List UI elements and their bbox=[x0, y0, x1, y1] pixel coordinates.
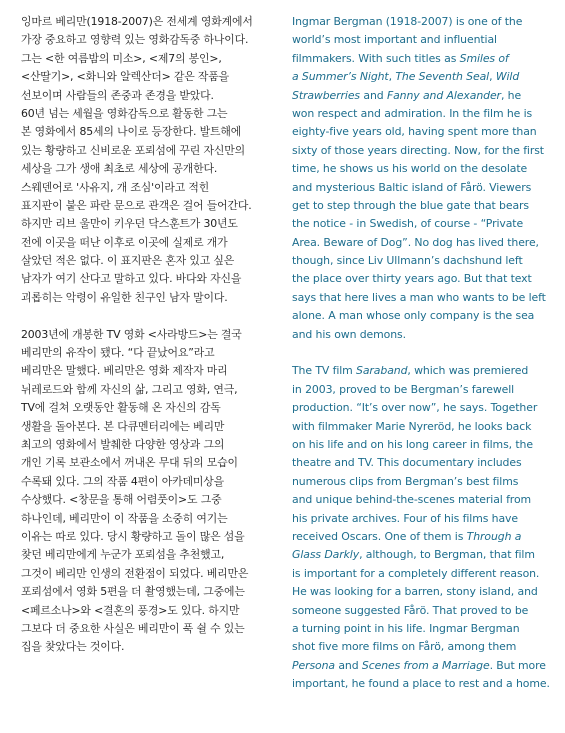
text-line: 스웨덴어로 '사유지, 개 조심'이라고 적힌 bbox=[21, 180, 210, 194]
korean-paragraph-2 bbox=[21, 326, 273, 657]
italic-title: Strawberries bbox=[292, 88, 361, 102]
paragraph-gap bbox=[21, 307, 273, 325]
text-segment: . But more bbox=[489, 658, 546, 672]
text-line: 그는 <한 여름밤의 미소>, <제7의 봉인>, bbox=[21, 51, 222, 65]
text-segment: on his life and on his long career in films, the bbox=[292, 437, 533, 451]
text-line: 찾던 베리만에게 누군가 포뢰섬을 추천했고, bbox=[21, 548, 225, 562]
text-segment: his private archives. Four of his films have bbox=[292, 511, 518, 525]
text-line bbox=[292, 197, 550, 215]
text-segment: time, he shows us his world on the desolate bbox=[292, 162, 528, 176]
text-line: 수록돼 있다. 그의 작품 4편이 아카데미상을 bbox=[21, 474, 224, 488]
italic-title: Fanny and Alexander bbox=[386, 88, 501, 102]
korean-column bbox=[21, 13, 273, 657]
text-line: 그보다 더 중요한 사실은 베리만이 푹 쉴 수 있는 bbox=[21, 621, 245, 635]
text-line bbox=[292, 215, 550, 233]
text-line bbox=[292, 657, 550, 675]
text-segment: world’s most important and influential bbox=[292, 33, 497, 47]
italic-title: Smiles of bbox=[459, 51, 509, 65]
text-segment: Area. Beware of Dog”. No dog has lived there, bbox=[292, 235, 539, 249]
text-line bbox=[292, 289, 550, 307]
english-paragraph-2 bbox=[292, 362, 550, 693]
text-segment: is important for a completely different reason. bbox=[292, 566, 540, 580]
text-segment: , which was premiered bbox=[407, 364, 529, 378]
text-segment: sixty of those years directing. Now, for the first bbox=[292, 143, 544, 157]
text-segment: eighty-five years old, having spent more than bbox=[292, 125, 537, 139]
text-line bbox=[292, 87, 550, 105]
text-line bbox=[292, 675, 550, 693]
text-segment: filmmakers. With such titles as bbox=[292, 51, 460, 65]
text-line: TV에 걸쳐 오랫동안 활동해 온 자신의 감독 bbox=[21, 401, 221, 415]
text-line bbox=[292, 583, 550, 601]
text-segment: the notice - in Swedish, of course - “Private bbox=[292, 217, 524, 231]
text-segment: and mysterious Baltic island of Fårö. Viewers bbox=[292, 180, 532, 194]
text-line: 잉마르 베리만(1918-2007)은 전세계 영화계에서 bbox=[21, 15, 253, 28]
text-segment: and bbox=[334, 658, 362, 672]
text-line bbox=[292, 123, 550, 141]
text-segment: get to step through the blue gate that bears bbox=[292, 198, 529, 212]
text-line: 2003년에 개봉한 TV 영화 <사라방드>는 결국 bbox=[21, 327, 242, 341]
text-segment: shot five more films on Fårö, among them bbox=[292, 640, 517, 654]
text-segment: Ingmar Bergman (1918-2007) is one of the bbox=[292, 15, 523, 28]
text-segment: received Oscars. One of them is bbox=[292, 529, 467, 543]
italic-title: Persona bbox=[292, 658, 335, 672]
text-line: <페르소나>와 <결혼의 풍경>도 있다. 하지만 bbox=[21, 603, 240, 617]
text-line: 생활을 돌아본다. 본 다큐멘터리에는 베리만 bbox=[21, 419, 225, 433]
text-segment: , although, to Bergman, that film bbox=[359, 548, 535, 562]
text-line bbox=[292, 418, 550, 436]
text-line: 있는 황량하고 신비로운 포뢰섬에 꾸린 자신만의 bbox=[21, 143, 245, 157]
text-segment: , bbox=[489, 70, 496, 84]
text-line bbox=[292, 454, 550, 472]
text-line: 최고의 영화에서 발췌한 다양한 영상과 그의 bbox=[21, 437, 225, 451]
italic-title: a Summer’s Night bbox=[292, 70, 389, 84]
text-segment: and bbox=[360, 88, 387, 102]
text-line bbox=[292, 399, 550, 417]
italic-title: Scenes from a Marriage bbox=[361, 658, 490, 672]
text-line bbox=[292, 381, 550, 399]
text-segment: won respect and admiration. In the film he is bbox=[292, 106, 533, 120]
text-line: 본 영화에서 85세의 나이로 등장한다. 발트해에 bbox=[21, 125, 242, 139]
text-segment: numerous clips from Bergman’s best films bbox=[292, 474, 519, 488]
text-line bbox=[292, 602, 550, 620]
text-line bbox=[292, 362, 550, 380]
text-line: 포뢰섬에서 영화 5편을 더 촬영했는데, 그중에는 bbox=[21, 585, 245, 599]
text-line: 베리만은 말했다. 베리만은 영화 제작자 마리 bbox=[21, 364, 228, 378]
text-line bbox=[292, 620, 550, 638]
text-line bbox=[292, 528, 550, 546]
text-segment: though, since Liv Ullmann’s dachshund left bbox=[292, 254, 523, 268]
text-line: 그것이 베리만 인생의 전환점이 되었다. 베리만은 bbox=[21, 566, 249, 580]
text-line bbox=[292, 473, 550, 491]
text-line: 하지만 리브 울만이 키우던 닥스훈트가 30년도 bbox=[21, 217, 238, 231]
paragraph-gap bbox=[292, 344, 550, 362]
text-segment: theatre and TV. This documentary includes bbox=[292, 456, 522, 470]
text-segment: important, he found a place to rest and a home. bbox=[292, 677, 550, 691]
text-line: 개인 기록 보관소에서 꺼내온 무대 뒤의 모습이 bbox=[21, 456, 238, 470]
text-line bbox=[292, 105, 550, 123]
text-line: 집을 찾았다는 것이다. bbox=[21, 640, 125, 654]
text-line: 세상을 그가 생애 최초로 세상에 공개한다. bbox=[21, 162, 218, 176]
text-line: 남자가 여기 산다고 말하고 있다. 바다와 자신을 bbox=[21, 272, 242, 286]
text-line bbox=[292, 234, 550, 252]
text-segment: The TV film bbox=[292, 364, 357, 378]
text-segment: a turning point in his life. Ingmar Bergman bbox=[292, 621, 520, 635]
text-line bbox=[292, 31, 550, 49]
text-line: 살았던 적은 없다. 이 표지판은 혼자 있고 싶은 bbox=[21, 254, 235, 268]
text-line: 수상했다. <창문을 통해 어렴풋이>도 그중 bbox=[21, 493, 222, 507]
text-line: 베리만의 유작이 됐다. “다 끝났어요”라고 bbox=[21, 346, 215, 360]
text-segment: and his own demons. bbox=[292, 327, 406, 341]
text-line bbox=[292, 510, 550, 528]
text-line bbox=[292, 307, 550, 325]
text-line bbox=[292, 546, 550, 564]
text-line bbox=[292, 160, 550, 178]
text-segment: someone suggested Fårö. That proved to be bbox=[292, 603, 529, 617]
text-line bbox=[292, 252, 550, 270]
text-line bbox=[292, 326, 550, 344]
italic-title: Through a bbox=[466, 529, 522, 543]
text-line bbox=[292, 436, 550, 454]
text-line: 선보이며 사람들의 존중과 존경을 받았다. bbox=[21, 88, 214, 102]
text-line: <산딸기>, <화니와 알렉산더> 같은 작품을 bbox=[21, 70, 230, 84]
text-line bbox=[292, 491, 550, 509]
text-segment: in 2003, proved to be Bergman’s farewell bbox=[292, 382, 515, 396]
english-paragraph-1 bbox=[292, 13, 550, 344]
text-segment: and unique behind-the-scenes material from bbox=[292, 493, 532, 507]
text-line: 괴롭히는 악령이 유일한 친구인 남자 말이다. bbox=[21, 290, 228, 304]
italic-title: The Seventh Seal bbox=[395, 70, 490, 84]
italic-title: Saraband bbox=[356, 364, 408, 378]
text-segment: says that here lives a man who wants to be left bbox=[292, 290, 546, 304]
text-segment: He was looking for a barren, stony island, and bbox=[292, 585, 538, 599]
korean-paragraph-1 bbox=[21, 13, 273, 307]
text-line: 가장 중요하고 영향력 있는 영화감독중 하나이다. bbox=[21, 33, 249, 47]
text-line: 하나인데, 베리만이 이 작품을 소중히 여기는 bbox=[21, 511, 228, 525]
text-line: 전에 이곳을 떠난 이후로 이곳에 실제로 개가 bbox=[21, 235, 228, 249]
text-segment: , bbox=[388, 70, 396, 84]
english-column bbox=[292, 13, 550, 693]
text-line bbox=[292, 270, 550, 288]
text-segment: production. “It’s over now”, he says. Together bbox=[292, 401, 538, 415]
text-line: 이유는 따로 있다. 당시 황량하고 돌이 많은 섬을 bbox=[21, 529, 245, 543]
text-line bbox=[292, 50, 550, 68]
text-line bbox=[292, 179, 550, 197]
text-line: 뉘레로드와 함께 자신의 삶, 그리고 영화, 연극, bbox=[21, 382, 238, 396]
text-segment: with filmmaker Marie Nyreröd, he looks back bbox=[292, 419, 532, 433]
text-line bbox=[292, 68, 550, 86]
text-line: 표지판이 붙은 파란 문으로 관객은 걸어 들어간다. bbox=[21, 198, 252, 212]
text-line bbox=[292, 565, 550, 583]
text-segment: the place over thirty years ago. But that text bbox=[292, 272, 532, 286]
text-line: 60년 넘는 세월을 영화감독으로 활동한 그는 bbox=[21, 106, 228, 120]
text-segment: , he bbox=[500, 88, 522, 102]
italic-title: Glass Darkly bbox=[292, 548, 360, 562]
text-line bbox=[292, 638, 550, 656]
text-segment: alone. A man whose only company is the sea bbox=[292, 309, 535, 323]
italic-title: Wild bbox=[495, 70, 520, 84]
text-line bbox=[292, 13, 550, 31]
text-line bbox=[292, 142, 550, 160]
